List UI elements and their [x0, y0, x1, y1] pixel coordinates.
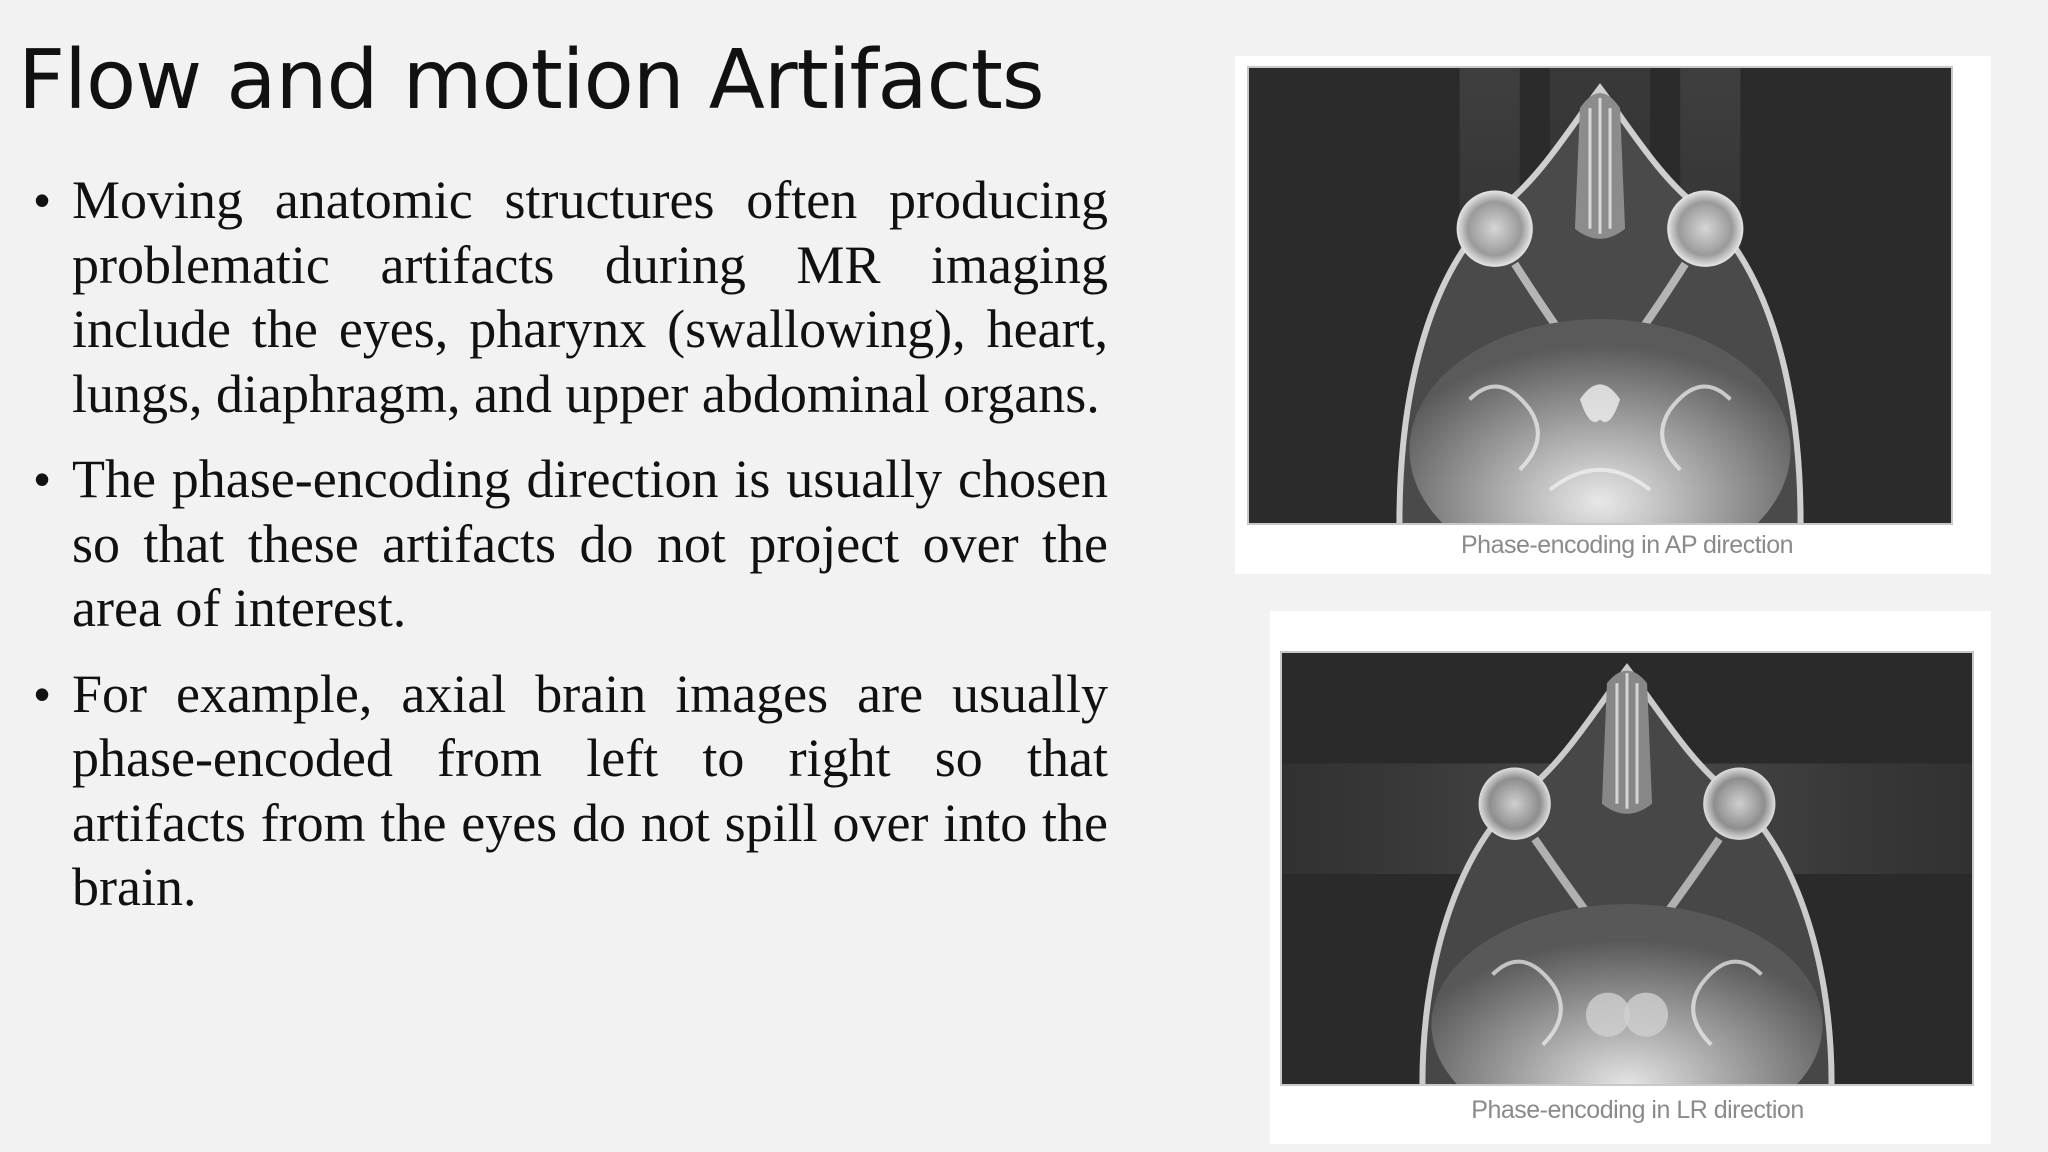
bullet-item [0, 168, 1108, 426]
slide-title: Flow and motion Artifacts [18, 33, 1044, 128]
mri-figure-ap [1235, 56, 1991, 574]
mri-figure-lr [1270, 611, 1991, 1144]
bullet-dot-icon: • [34, 174, 51, 226]
mri-scan-lr-graphic [1282, 653, 1972, 1084]
mri-scan-image-lr [1280, 651, 1974, 1086]
bullet-item [0, 662, 1108, 920]
bullet-dot-icon: • [34, 667, 51, 720]
bullet-dot-icon: • [34, 453, 51, 505]
mri-scan-ap-graphic [1249, 68, 1951, 523]
bullet-text: The phase-encoding direction is usually chosen so that these artifacts do not project over the area of interest. [72, 449, 1108, 638]
bullet-item [0, 447, 1108, 641]
figure-caption-lr: Phase-encoding in LR direction [1471, 1096, 1804, 1124]
mri-scan-image-ap [1247, 66, 1953, 525]
bullet-text: Moving anatomic structures often producing problematic artifacts during MR imaging include the eyes, pharynx (swallowing), heart, lungs, diaphragm, and upper abdominal organs. [72, 170, 1108, 424]
bullet-list [0, 168, 1108, 941]
bullet-text: For example, axial brain images are usually phase-encoded from left to right so that artifacts from the eyes do not spill over into the brain. [72, 663, 1108, 917]
figure-caption-ap: Phase-encoding in AP direction [1461, 531, 1793, 559]
